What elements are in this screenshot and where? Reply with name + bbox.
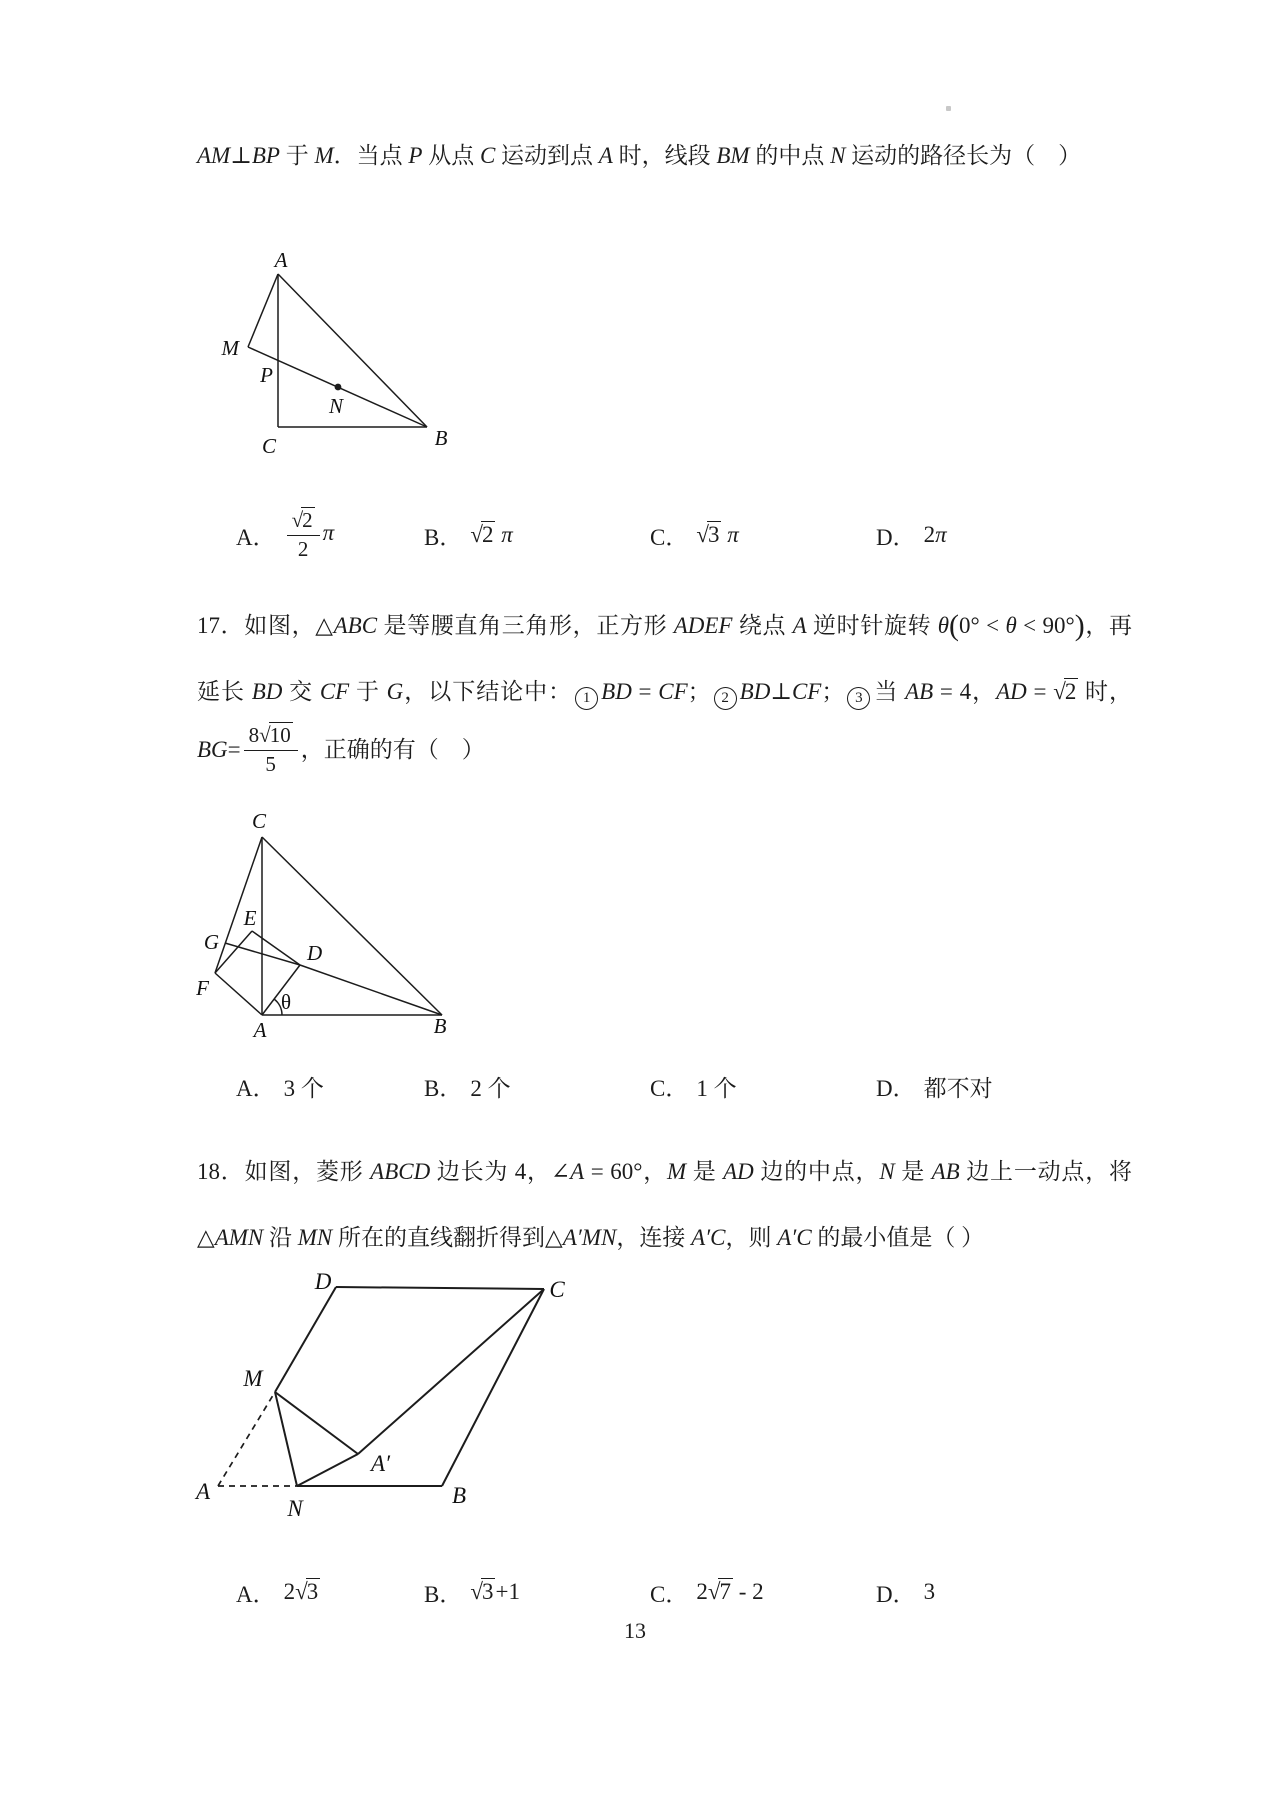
q17-label-theta: θ [280,990,292,1014]
q18-option-d-label: D． [876,1581,916,1607]
q16-option-a-value: $\frac{√2}{2}$ π [284,508,335,561]
q18-label-a-prime: A′ [371,1451,391,1476]
q16-label-b: B [434,426,448,450]
q17-option-d-label: D． [876,1075,916,1101]
q16-option-d [876,502,947,568]
q17-option-c-value: 1 个 [696,1075,737,1101]
q18-option-c [650,1559,764,1625]
q17-option-d [876,1053,993,1119]
q17-option-c [650,1053,737,1119]
q18-label-n: N [287,1496,303,1521]
q16-options-row [0,502,1280,568]
q17-option-d-value: 都不对 [923,1075,993,1101]
q17-option-a-value: 3 个 [283,1075,324,1101]
q16-figure [185,212,455,464]
q18-label-b: B [451,1483,467,1508]
q17-option-a-label: A． [236,1075,276,1101]
q16-label-a: A [274,248,288,272]
q17-label-d: D [307,941,323,965]
q18-option-d [876,1559,935,1625]
q16-option-b-value: √2 π [470,522,513,547]
q17-stem-line1: 17．如图，△ABC 是等腰直角三角形，正方形 ADEF 绕点 A 逆时针旋转 θ(0° < θ < 90°)，再 [197,609,1133,642]
q16-label-c: C [261,434,277,458]
q17-label-f: F [196,976,209,1000]
q17-label-g: G [203,930,219,954]
q16-option-d-label: D． [876,524,916,550]
q16-option-b [424,502,513,568]
q17-figure-labels [195,809,446,1042]
q18-label-m: M [243,1366,263,1391]
q17-option-b-label: B． [424,1075,463,1101]
q16-option-b-label: B． [424,524,463,550]
q18-options-row [0,1559,1280,1625]
q18-figure-lines [275,1287,544,1486]
q18-option-d-value: 3 [923,1579,936,1604]
q18-option-b-label: B． [424,1581,463,1607]
q18-option-c-label: C． [650,1581,689,1607]
q18-figure-labels [194,1273,565,1521]
q16-option-c-value: √3 π [696,522,739,547]
q18-option-a-value: 2√3 [283,1579,319,1604]
q16-option-c-label: C． [650,524,689,550]
q16-option-a-label: A． [236,524,276,550]
q17-label-c: C [251,809,267,833]
q16-label-m: M [221,336,239,360]
q18-option-b-value: √3+1 [470,1579,520,1604]
q18-option-a [236,1559,320,1625]
q18-figure [165,1273,585,1553]
q17-stem-line3: BG = $\frac{8√10}{5}$ ，正确的有（ ） [197,723,485,776]
q17-option-b [424,1053,511,1119]
q17-option-c-label: C． [650,1075,689,1101]
q18-option-b [424,1559,520,1625]
q17-option-b-value: 2 个 [470,1075,511,1101]
q17-stem-line2: 延长 BD 交 CF 于 G，以下结论中： 1 BD = CF； 2 BD⊥CF； 3 当 AB = 4，AD = √2 时， [197,674,1132,710]
q16-stem: AM⊥BP 于 M．当点 P 从点 C 运动到点 A 时，线段 BM 的中点 N 运动的路径长为（ ） [197,143,1082,168]
q18-option-a-label: A． [236,1581,276,1607]
q17-options-row [0,1053,1280,1119]
q18-label-c: C [549,1277,565,1302]
q17-option-a [236,1053,324,1119]
q17-figure [195,798,465,1046]
q16-option-c [650,502,739,568]
q16-point-n-dot [335,384,342,391]
q16-label-n: N [328,394,344,418]
q18-label-d: D [314,1273,332,1294]
q18-stem-line1: 18．如图，菱形 ABCD 边长为 4，∠A = 60°，M 是 AD 边的中点，N 是 AB 边上一动点，将 [197,1159,1133,1184]
q18-option-c-value: 2√7 - 2 [696,1579,764,1604]
q16-label-p: P [260,363,273,387]
stray-mark [946,106,951,111]
q18-stem-line2: △AMN 沿 MN 所在的直线翻折得到△A′MN，连接 A′C，则 A′C 的最小值是（ ） [197,1225,985,1250]
page-number: 13 [624,1618,646,1643]
q17-label-b: B [433,1014,447,1038]
q16-option-d-value: 2π [923,522,947,547]
q18-label-a: A [195,1479,211,1504]
q17-label-e: E [243,906,257,930]
q17-label-a: A [253,1018,267,1042]
q16-option-a [236,502,334,568]
